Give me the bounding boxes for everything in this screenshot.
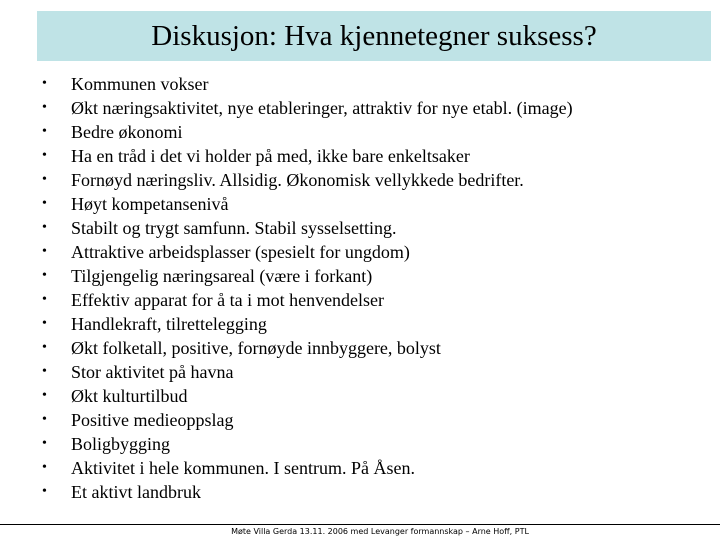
bullet-dot-icon: •: [42, 340, 47, 355]
bullet-dot-icon: •: [42, 196, 47, 211]
bullet-dot-icon: •: [42, 268, 47, 283]
bullet-dot-icon: •: [42, 76, 47, 91]
bullet-dot-icon: •: [42, 412, 47, 427]
list-item: [40, 72, 573, 96]
list-item-text: Bedre økonomi: [71, 122, 183, 142]
bullet-dot-icon: •: [42, 172, 47, 187]
list-item: [40, 288, 573, 312]
bullet-dot-icon: •: [42, 460, 47, 475]
list-item: [40, 336, 573, 360]
bullet-dot-icon: •: [42, 124, 47, 139]
bullet-dot-icon: •: [42, 388, 47, 403]
list-item: [40, 432, 573, 456]
list-item-text: Handlekraft, tilrettelegging: [71, 314, 267, 334]
list-item: [40, 144, 573, 168]
list-item-text: Økt folketall, positive, fornøyde innbyggere, bolyst: [71, 338, 441, 358]
bullet-dot-icon: •: [42, 364, 47, 379]
bullet-dot-icon: •: [42, 484, 47, 499]
list-item: [40, 216, 573, 240]
list-item-text: Attraktive arbeidsplasser (spesielt for ungdom): [71, 242, 410, 262]
list-item-text: Stabilt og trygt samfunn. Stabil sysselsetting.: [71, 218, 397, 238]
list-item-text: Effektiv apparat for å ta i mot henvendelser: [71, 290, 385, 310]
list-item-text: Fornøyd næringsliv. Allsidig. Økonomisk vellykkede bedrifter.: [71, 170, 524, 190]
list-item-text: Et aktivt landbruk: [71, 482, 201, 502]
list-item: [40, 240, 573, 264]
list-item: [40, 120, 573, 144]
bullet-dot-icon: •: [42, 100, 47, 115]
list-item: [40, 168, 573, 192]
bullet-dot-icon: •: [42, 244, 47, 259]
list-item-text: Aktivitet i hele kommunen. I sentrum. På Åsen.: [71, 458, 415, 478]
bullet-dot-icon: •: [42, 220, 47, 235]
list-item: [40, 312, 573, 336]
list-item: [40, 480, 573, 504]
list-item: [40, 264, 573, 288]
bullet-dot-icon: •: [42, 436, 47, 451]
page-title: Diskusjon: Hva kjennetegner suksess?: [151, 19, 597, 52]
footer-divider: [0, 524, 720, 525]
list-item-text: Positive medieoppslag: [71, 410, 234, 430]
footer-caption: Møte Villa Gerda 13.11. 2006 med Levanger formannskap – Arne Hoff, PTL: [231, 527, 529, 536]
list-item: [40, 96, 573, 120]
list-item: [40, 360, 573, 384]
list-item-text: Stor aktivitet på havna: [71, 362, 234, 382]
bullet-dot-icon: •: [42, 316, 47, 331]
bullet-list: [40, 72, 573, 504]
list-item-text: Tilgjengelig næringsareal (være i forkant): [71, 266, 373, 286]
list-item-text: Økt kulturtilbud: [71, 386, 188, 406]
list-item-text: Økt næringsaktivitet, nye etableringer, attraktiv for nye etabl. (image): [71, 98, 573, 118]
list-item-text: Kommunen vokser: [71, 74, 209, 94]
bullet-dot-icon: •: [42, 148, 47, 163]
list-item: [40, 456, 573, 480]
list-item: [40, 408, 573, 432]
title-banner: [37, 11, 711, 61]
list-item-text: Ha en tråd i det vi holder på med, ikke bare enkeltsaker: [71, 146, 470, 166]
list-item-text: Boligbygging: [71, 434, 171, 454]
list-item-text: Høyt kompetansenivå: [71, 194, 229, 214]
list-item: [40, 384, 573, 408]
bullet-dot-icon: •: [42, 292, 47, 307]
list-item: [40, 192, 573, 216]
